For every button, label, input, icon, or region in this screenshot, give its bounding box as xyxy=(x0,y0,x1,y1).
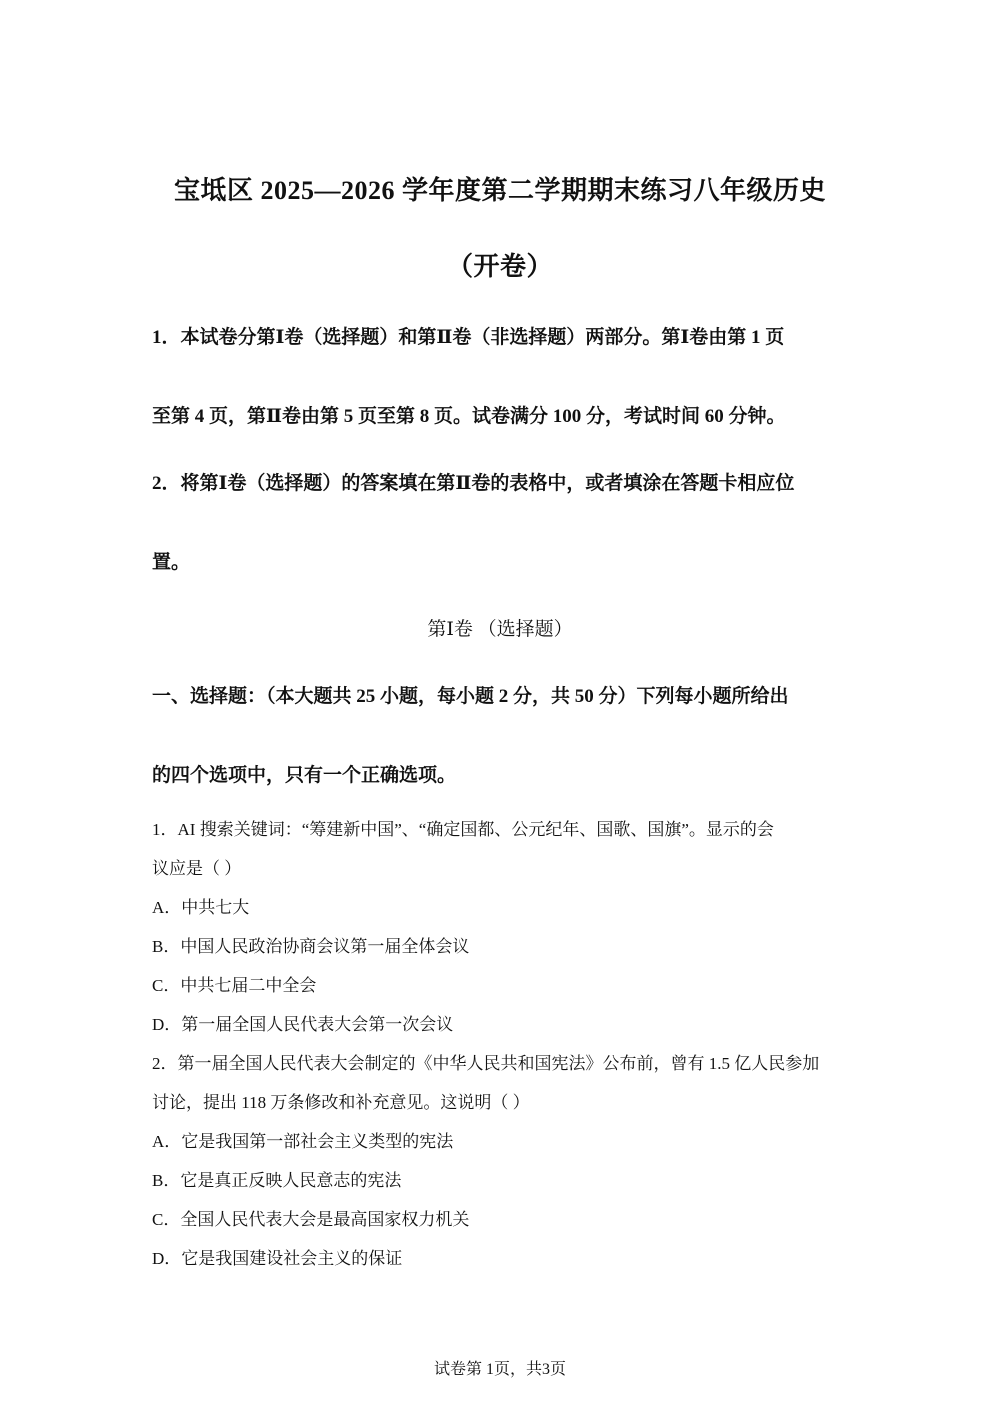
question-1-stem: 1．AI 搜索关键词：“筹建新中国”、“确定国都、公元纪年、国歌、国旗”。显示的会 xyxy=(152,820,774,839)
notice-line: 2．将第Ⅰ卷（选择题）的答案填在第Ⅱ卷的表格中，或者填涂在答题卡相应位 xyxy=(152,473,795,494)
notice-line: 1．本试卷分第Ⅰ卷（选择题）和第Ⅱ卷（非选择题）两部分。第Ⅰ卷由第 1 页 xyxy=(152,327,785,348)
question-1-stem: 议应是（ ） xyxy=(152,859,242,878)
section-instruction: 的四个选项中，只有一个正确选项。 xyxy=(152,765,457,786)
question-2-option-a: A．它是我国第一部社会主义类型的宪法 xyxy=(152,1132,454,1151)
question-1-option-c: C．中共七届二中全会 xyxy=(152,976,317,995)
document-subtitle: （开卷） xyxy=(446,252,553,281)
notice-line: 至第 4 页，第Ⅱ卷由第 5 页至第 8 页。试卷满分 100 分，考试时间 60 分钟。 xyxy=(152,406,786,427)
section-instruction: 一、选择题：（本大题共 25 小题，每小题 2 分，共 50 分）下列每小题所给出 xyxy=(152,686,789,707)
question-2-stem: 2．第一届全国人民代表大会制定的《中华人民共和国宪法》公布前，曾有 1.5 亿人民参加 xyxy=(152,1054,820,1073)
question-2-stem: 讨论，提出 118 万条修改和补充意见。这说明（ ） xyxy=(152,1093,530,1112)
question-2-option-c: C．全国人民代表大会是最高国家权力机关 xyxy=(152,1210,470,1229)
question-2-option-b: B．它是真正反映人民意志的宪法 xyxy=(152,1171,402,1190)
page-footer: 试卷第 1页，共3页 xyxy=(433,1361,566,1378)
question-1-option-d: D．第一届全国人民代表大会第一次会议 xyxy=(152,1015,454,1034)
document-title: 宝坻区 2025—2026 学年度第二学期期末练习八年级历史 xyxy=(173,176,826,205)
question-1-option-b: B．中国人民政治协商会议第一届全体会议 xyxy=(152,937,470,956)
part-heading: 第Ⅰ卷 （选择题） xyxy=(427,619,573,640)
question-2-option-d: D．它是我国建设社会主义的保证 xyxy=(152,1249,403,1268)
question-1-option-a: A．中共七大 xyxy=(152,898,250,917)
notice-line: 置。 xyxy=(152,552,191,573)
